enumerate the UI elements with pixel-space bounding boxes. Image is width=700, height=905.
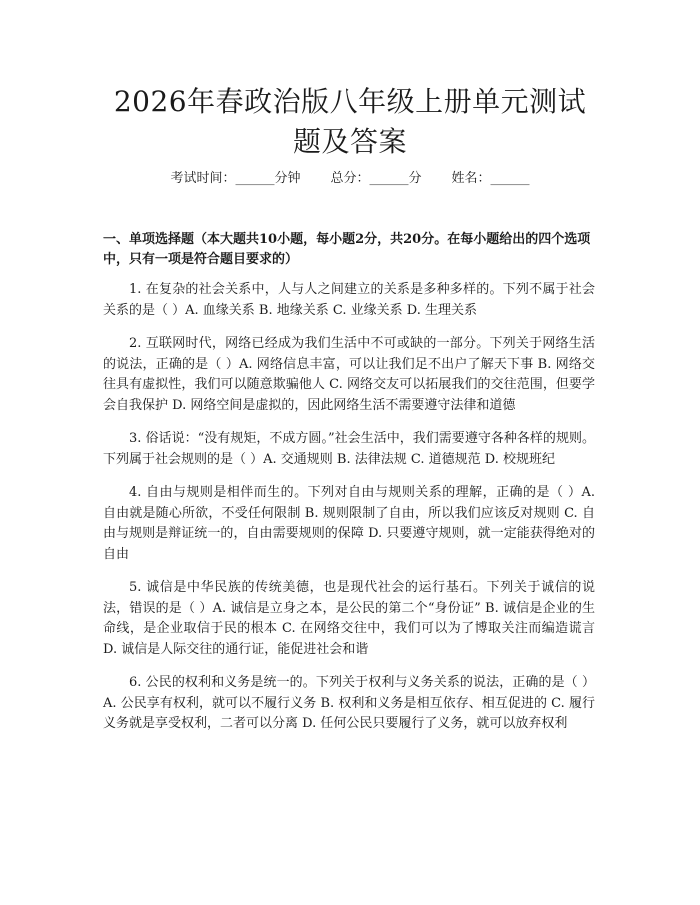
exam-time-blank: ______ — [235, 171, 275, 186]
question-item: 1. 在复杂的社会关系中，人与人之间建立的关系是多种多样的。下列不属于社会关系的是（ ）A. 血缘关系 B. 地缘关系 C. 业缘关系 D. 生理关系 — [103, 282, 595, 318]
exam-time-label: 考试时间： — [170, 171, 236, 186]
document-title: 2026年春政治版八年级上册单元测试题及答案 — [113, 85, 587, 158]
total-score-unit: 分 — [408, 171, 422, 186]
question-item: 3. 俗话说：“没有规矩，不成方圆。”社会生活中，我们需要遵守各种各样的规则。下列属于社会规则的是（ ）A. 交通规则 B. 法律法规 C. 道德规范 D. 校规班纪 — [103, 431, 595, 467]
name-blank: ______ — [490, 171, 530, 186]
question-item: 6. 公民的权利和义务是统一的。下列关于权利与义务关系的说法，正确的是（ ）A. 公民享有权利，就可以不履行义务 B. 权利和义务是相互依存、相互促进的 C. 履行义务就是享受权利，二者可以分离 D. 任何公民只要履行了义务，就可以放弃权利 — [103, 675, 595, 731]
exam-info-line — [0, 170, 700, 188]
question-list — [103, 280, 595, 748]
section-heading: 一、单项选择题（本大题共10小题，每小题2分，共20分。在每小题给出的四个选项中，只有一项是符合题目要求的） — [103, 232, 591, 267]
exam-time-unit: 分钟 — [274, 171, 301, 186]
question-item: 2. 互联网时代，网络已经成为我们生活中不可或缺的一部分。下列关于网络生活的说法，正确的是（ ）A. 网络信息丰富，可以让我们足不出户了解天下事 B. 网络交往具有虚拟性，我们可以随意欺骗他人 C. 网络交友可以拓展我们的交往范围，但要学会自我保护 D. 网络空间是虚拟的，因此网络生活不需要遵守法律和道德 — [103, 336, 595, 413]
total-score-label: 总分： — [330, 171, 370, 186]
question-item: 5. 诚信是中华民族的传统美德，也是现代社会的运行基石。下列关于诚信的说法，错误的是（ ）A. 诚信是立身之本，是公民的第二个“身份证” B. 诚信是企业的生命线，是企业取信于民的根本 C. 在网络交往中，我们可以为了博取关注而编造谎言 D. 诚信是人际交往的通行证，能促进社会和谐 — [103, 580, 595, 657]
total-score-blank: ______ — [369, 171, 409, 186]
question-item: 4. 自由与规则是相伴而生的。下列对自由与规则关系的理解，正确的是（ ）A. 自由就是随心所欲，不受任何限制 B. 规则限制了自由，所以我们应该反对规则 C. 自由与规则是辩证统一的，自由需要规则的保障 D. 只要遵守规则，就一定能获得绝对的自由 — [103, 485, 595, 562]
name-label: 姓名： — [451, 171, 491, 186]
